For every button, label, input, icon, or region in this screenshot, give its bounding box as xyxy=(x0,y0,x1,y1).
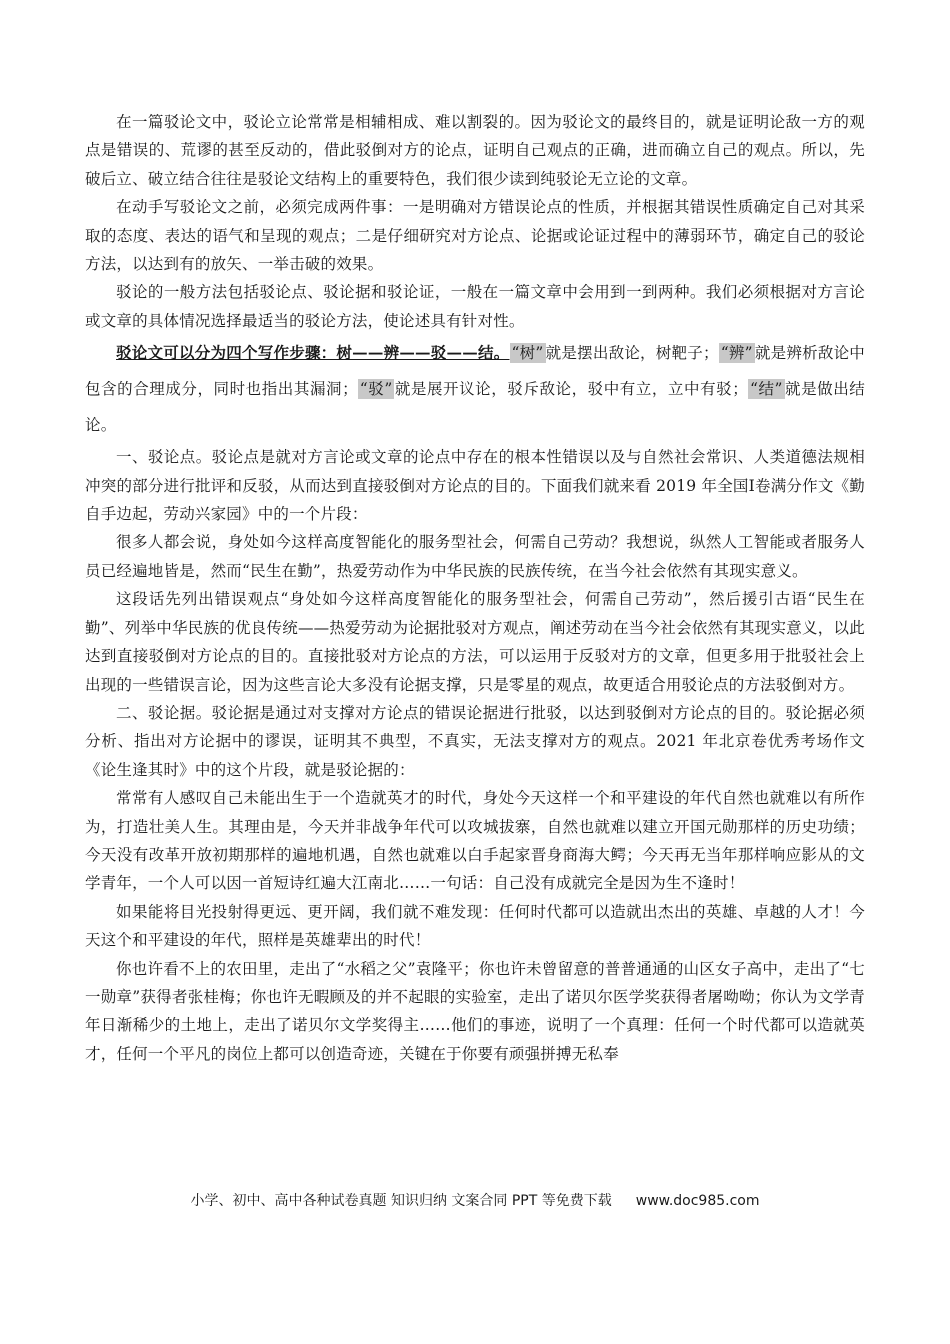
step-term-jie: “结” xyxy=(749,380,783,399)
paragraph-preparation: 在动手写驳论文之前，必须完成两件事：一是明确对方错误论点的性质，并根据其错误性质确定自己对其采取的态度、表达的语气和呈现的观点；二是仔细研究对方论点、论据或论证过程中的薄弱环节，确定自己的驳论方法，以达到有的放矢、一举击破的效果。 xyxy=(85,198,865,274)
step-desc-jie: 就是做出结论。 xyxy=(85,380,865,435)
paragraph-refute-evidence: 二、驳论据。驳论据是通过对支撑对方论点的错误论据进行批驳，以达到驳倒对方论点的目的。驳论据必须分析、指出对方论据中的谬误，证明其不典型，不真实，无法支撑对方的观点。2021 年北京卷优秀考场作文《论生逢其时》中的这个片段，就是驳论据的： xyxy=(85,703,865,779)
paragraph-steps xyxy=(85,335,865,443)
page-footer xyxy=(0,1190,950,1210)
step-term-bian: “辨” xyxy=(720,344,753,363)
paragraph-analysis-labor: 这段话先列出错误观点“身处如今这样高度智能化的服务型社会，何需自己劳动”，然后援引古语“民生在勤”、列举中华民族的优良传统——热爱劳动为论据批驳对方观点，阐述劳动在当今社会依然有其现实意义，以此达到直接驳倒对方论点的目的。直接批驳对方论点的方法，可以运用于反驳对方的文章，但更多用于批驳社会上出现的一些错误言论，因为这些言论大多没有论据支撑，只是零星的观点，故更适合用驳论点的方法驳倒对方。 xyxy=(85,590,865,694)
step-desc-bian: 就是辨析敌论中包含的合理成分，同时也指出其漏洞； xyxy=(85,344,866,399)
step-desc-shu: 就是摆出敌论，树靶子； xyxy=(545,344,719,363)
paragraph-example-people: 你也许看不上的农田里，走出了“水稻之父”袁隆平；你也许未曾留意的普普通通的山区女子高中，走出了“七一勋章”获得者张桂梅；你也许无暇顾及的并不起眼的实验室，走出了诺贝尔医学奖获得者屠呦呦；你认为文学青年日渐稀少的土地上，走出了诺贝尔文学奖得主……他们的事迹，说明了一个真理：任何一个时代都可以造就英才，任何一个平凡的岗位上都可以创造奇迹，关键在于你要有顽强拼搏无私奉 xyxy=(85,959,865,1063)
footer-text: 小学、初中、高中各种试卷真题 知识归纳 文案合同 PPT 等免费下载 xyxy=(190,1193,612,1209)
step-desc-bo: 就是展开议论，驳斥敌论，驳中有立，立中有驳； xyxy=(394,380,748,399)
paragraph-methods: 驳论的一般方法包括驳论点、驳论据和驳论证，一般在一篇文章中会用到一到两种。我们必须根据对方言论或文章的具体情况选择最适当的驳论方法，使论述具有针对性。 xyxy=(85,283,865,330)
step-term-shu: “树” xyxy=(511,344,544,363)
paragraph-refute-argument: 一、驳论点。驳论点是就对方言论或文章的论点中存在的根本性错误以及与自然社会常识、人类道德法规相冲突的部分进行批评和反驳，从而达到直接驳倒对方论点的目的。下面我们就来看 2019 年全国Ⅰ卷满分作文《勤自手边起，劳动兴家园》中的一个片段： xyxy=(85,448,865,524)
footer-site-link[interactable]: www.doc985.com xyxy=(635,1193,760,1209)
steps-lead: 驳论文可以分为四个写作步骤：树——辨——驳——结。 xyxy=(116,343,510,363)
step-term-bo: “驳” xyxy=(359,380,393,399)
document-body xyxy=(85,108,865,1068)
paragraph-example-labor: 很多人都会说，身处如今这样高度智能化的服务型社会，何需自己劳动？我想说，纵然人工智能或者服务人员已经遍地皆是，然而“民生在勤”，热爱劳动作为中华民族的民族传统，在当今社会依然有其现实意义。 xyxy=(85,533,865,580)
paragraph-example-era: 常常有人感叹自己未能出生于一个造就英才的时代，身处今天这样一个和平建设的年代自然也就难以有所作为，打造壮美人生。其理由是，今天并非战争年代可以攻城拔寨，自然也就难以建立开国元勋那样的历史功绩；今天没有改革开放初期那样的遍地机遇，自然也就难以白手起家晋身商海大鳄；今天再无当年那样响应影从的文学青年，一个人可以因一首短诗红遍大江南北……一句话：自己没有成就完全是因为生不逢时！ xyxy=(85,789,865,893)
paragraph-intro: 在一篇驳论文中，驳论立论常常是相辅相成、难以割裂的。因为驳论文的最终目的，就是证明论敌一方的观点是错误的、荒谬的甚至反动的，借此驳倒对方的论点，证明自己观点的正确，进而确立自己的观点。所以，先破后立、破立结合往往是驳论文结构上的重要特色，我们很少读到纯驳论无立论的文章。 xyxy=(85,113,865,188)
paragraph-example-heroes: 如果能将目光投射得更远、更开阔，我们就不难发现：任何时代都可以造就出杰出的英雄、卓越的人才！今天这个和平建设的年代，照样是英雄辈出的时代！ xyxy=(85,902,865,950)
